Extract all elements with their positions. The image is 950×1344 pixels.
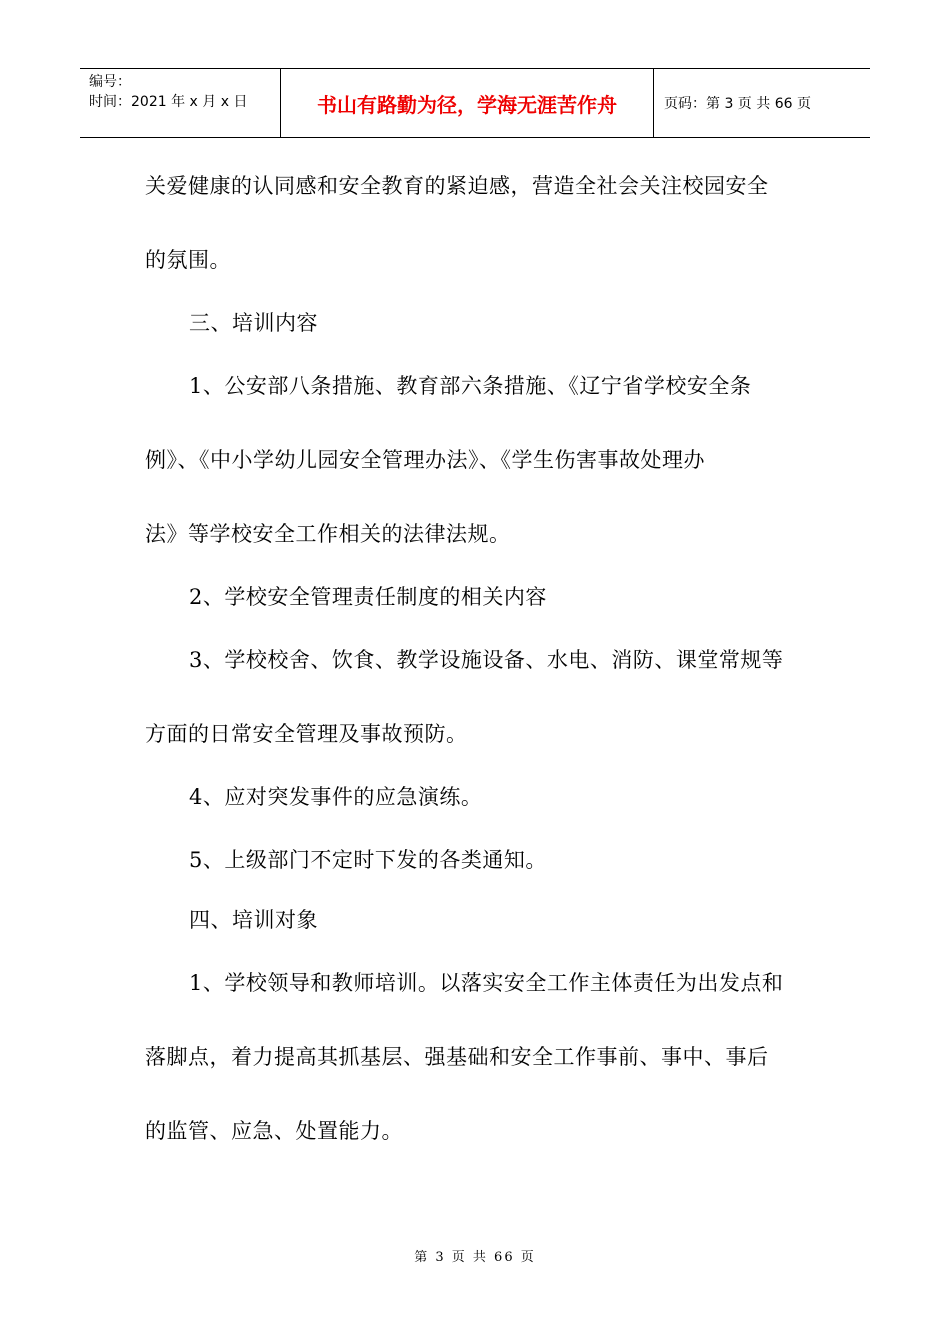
body-line: 例》、《中小学幼儿园安全管理办法》、《学生伤害事故处理办 bbox=[145, 448, 705, 472]
header-meta bbox=[80, 69, 281, 137]
body-line: 5、上级部门不定时下发的各类通知。 bbox=[189, 848, 547, 872]
body-line: 落脚点，着力提高其抓基层、强基础和安全工作事前、事中、事后 bbox=[145, 1045, 769, 1069]
body-line: 1、学校领导和教师培训。以落实安全工作主体责任为出发点和 bbox=[189, 971, 784, 995]
section-heading: 四、培训对象 bbox=[189, 908, 318, 932]
body-line: 法》等学校安全工作相关的法律法规。 bbox=[145, 522, 511, 546]
document-date: 时间：2021 年 x 月 x 日 bbox=[89, 94, 248, 110]
body-line: 的监管、应急、处置能力。 bbox=[145, 1119, 403, 1143]
body-line: 3、学校校舍、饮食、教学设施设备、水电、消防、课堂常规等 bbox=[189, 648, 784, 672]
body-line: 方面的日常安全管理及事故预防。 bbox=[145, 722, 468, 746]
body-line: 关爱健康的认同感和安全教育的紧迫感，营造全社会关注校园安全 bbox=[145, 174, 769, 198]
body-line: 1、公安部八条措施、教育部六条措施、《辽宁省学校安全条 bbox=[189, 374, 752, 398]
section-heading: 三、培训内容 bbox=[189, 311, 318, 335]
header-page-info: 页码：第 3 页 共 66 页 bbox=[664, 96, 811, 112]
header-motto: 书山有路勤为径，学海无涯苦作舟 bbox=[281, 69, 654, 137]
page-header bbox=[80, 68, 870, 138]
document-number-label: 编号： bbox=[89, 74, 131, 90]
body-line: 4、应对突发事件的应急演练。 bbox=[189, 785, 483, 809]
body-line: 2、学校安全管理责任制度的相关内容 bbox=[189, 585, 547, 609]
body-line: 的氛围。 bbox=[145, 248, 231, 272]
page-footer: 第 3 页 共 66 页 bbox=[414, 1250, 536, 1265]
